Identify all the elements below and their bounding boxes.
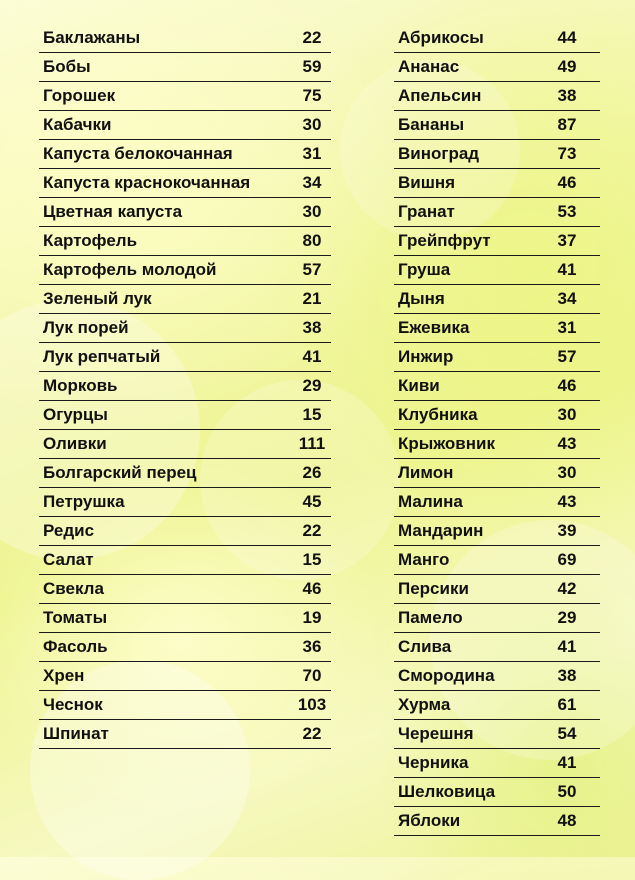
fruits-table bbox=[394, 24, 600, 836]
table-row bbox=[394, 82, 600, 111]
item-name: Яблоки bbox=[398, 811, 461, 830]
item-name: Петрушка bbox=[43, 492, 125, 511]
item-name: Слива bbox=[398, 637, 452, 656]
table-row bbox=[39, 198, 331, 227]
table-row bbox=[394, 24, 600, 53]
item-value: 22 bbox=[302, 521, 322, 540]
table-row bbox=[39, 111, 331, 140]
item-name: Чеснок bbox=[43, 695, 103, 714]
item-value: 38 bbox=[302, 318, 322, 337]
item-value: 103 bbox=[297, 695, 327, 714]
item-value: 22 bbox=[302, 724, 322, 743]
item-value: 22 bbox=[302, 28, 322, 47]
item-value: 30 bbox=[557, 463, 577, 482]
item-name: Черника bbox=[398, 753, 469, 772]
item-name: Огурцы bbox=[43, 405, 108, 424]
item-name: Морковь bbox=[43, 376, 118, 395]
item-name: Клубника bbox=[398, 405, 478, 424]
item-value: 19 bbox=[302, 608, 322, 627]
item-value: 80 bbox=[302, 231, 322, 250]
item-name: Инжир bbox=[398, 347, 454, 366]
table-row bbox=[394, 53, 600, 82]
table-row bbox=[394, 459, 600, 488]
item-value: 39 bbox=[557, 521, 577, 540]
table-row bbox=[39, 459, 331, 488]
table-row bbox=[394, 807, 600, 836]
item-value: 87 bbox=[557, 115, 577, 134]
item-name: Апельсин bbox=[398, 86, 482, 105]
item-name: Салат bbox=[43, 550, 94, 569]
table-row bbox=[39, 633, 331, 662]
item-value: 31 bbox=[557, 318, 577, 337]
item-name: Болгарский перец bbox=[43, 463, 197, 482]
table-row bbox=[394, 662, 600, 691]
item-value: 70 bbox=[302, 666, 322, 685]
item-name: Манго bbox=[398, 550, 450, 569]
item-value: 34 bbox=[302, 173, 322, 192]
item-value: 41 bbox=[302, 347, 322, 366]
table-row bbox=[39, 401, 331, 430]
item-name: Баклажаны bbox=[43, 28, 141, 47]
table-row bbox=[394, 314, 600, 343]
item-name: Бананы bbox=[398, 115, 465, 134]
item-value: 30 bbox=[302, 115, 322, 134]
item-name: Ежевика bbox=[398, 318, 470, 337]
item-name: Капуста белокочанная bbox=[43, 144, 233, 163]
table-row bbox=[39, 343, 331, 372]
item-value: 61 bbox=[557, 695, 577, 714]
table-row bbox=[39, 227, 331, 256]
table-row bbox=[394, 749, 600, 778]
item-name: Редис bbox=[43, 521, 95, 540]
item-value: 41 bbox=[557, 637, 577, 656]
table-row bbox=[39, 691, 331, 720]
item-name: Картофель молодой bbox=[43, 260, 217, 279]
item-name: Томаты bbox=[43, 608, 108, 627]
item-value: 46 bbox=[557, 376, 577, 395]
item-value: 49 bbox=[557, 57, 577, 76]
table-row bbox=[39, 256, 331, 285]
table-row bbox=[39, 285, 331, 314]
item-value: 26 bbox=[302, 463, 322, 482]
item-value: 42 bbox=[557, 579, 577, 598]
item-name: Оливки bbox=[43, 434, 107, 453]
table-row bbox=[394, 488, 600, 517]
item-value: 31 bbox=[302, 144, 322, 163]
table-row bbox=[394, 343, 600, 372]
item-value: 54 bbox=[557, 724, 577, 743]
item-value: 30 bbox=[302, 202, 322, 221]
item-value: 15 bbox=[302, 405, 322, 424]
table-row bbox=[394, 256, 600, 285]
item-name: Персики bbox=[398, 579, 469, 598]
item-name: Картофель bbox=[43, 231, 138, 250]
table-row bbox=[39, 662, 331, 691]
table-row bbox=[39, 372, 331, 401]
item-name: Черешня bbox=[398, 724, 474, 743]
item-name: Капуста краснокочанная bbox=[43, 173, 251, 192]
table-row bbox=[39, 140, 331, 169]
item-name: Памело bbox=[398, 608, 463, 627]
item-value: 57 bbox=[557, 347, 577, 366]
item-name: Вишня bbox=[398, 173, 456, 192]
table-row bbox=[39, 517, 331, 546]
item-value: 41 bbox=[557, 260, 577, 279]
item-value: 53 bbox=[557, 202, 577, 221]
item-name: Лук репчатый bbox=[43, 347, 161, 366]
item-name: Крыжовник bbox=[398, 434, 495, 453]
item-name: Лимон bbox=[398, 463, 454, 482]
item-name: Шпинат bbox=[43, 724, 109, 743]
table-row bbox=[394, 227, 600, 256]
item-value: 48 bbox=[557, 811, 577, 830]
item-value: 46 bbox=[302, 579, 322, 598]
table-row bbox=[39, 575, 331, 604]
item-name: Хрен bbox=[43, 666, 85, 685]
item-value: 43 bbox=[557, 492, 577, 511]
item-name: Горошек bbox=[43, 86, 116, 105]
table-row bbox=[394, 604, 600, 633]
table-row bbox=[394, 778, 600, 807]
vegetables-table bbox=[39, 24, 331, 749]
table-row bbox=[39, 82, 331, 111]
table-row bbox=[394, 169, 600, 198]
item-value: 29 bbox=[557, 608, 577, 627]
table-row bbox=[394, 575, 600, 604]
item-name: Груша bbox=[398, 260, 451, 279]
table-row bbox=[394, 517, 600, 546]
table-row bbox=[394, 546, 600, 575]
item-value: 30 bbox=[557, 405, 577, 424]
table-row bbox=[39, 720, 331, 749]
item-value: 45 bbox=[302, 492, 322, 511]
item-value: 43 bbox=[557, 434, 577, 453]
table-row bbox=[39, 24, 331, 53]
item-value: 44 bbox=[557, 28, 577, 47]
item-name: Фасоль bbox=[43, 637, 108, 656]
item-value: 38 bbox=[557, 86, 577, 105]
item-name: Свекла bbox=[43, 579, 104, 598]
table-row bbox=[39, 430, 331, 459]
item-name: Грейпфрут bbox=[398, 231, 491, 250]
table-row bbox=[394, 720, 600, 749]
table-row bbox=[394, 285, 600, 314]
table-row bbox=[39, 314, 331, 343]
table-row bbox=[394, 691, 600, 720]
item-name: Малина bbox=[398, 492, 463, 511]
table-row bbox=[394, 198, 600, 227]
table-row bbox=[394, 401, 600, 430]
item-value: 50 bbox=[557, 782, 577, 801]
item-value: 34 bbox=[557, 289, 577, 308]
item-name: Бобы bbox=[43, 57, 91, 76]
item-name: Смородина bbox=[398, 666, 495, 685]
item-name: Абрикосы bbox=[398, 28, 484, 47]
item-name: Зеленый лук bbox=[43, 289, 152, 308]
table-row bbox=[394, 372, 600, 401]
table-row bbox=[39, 546, 331, 575]
table-row bbox=[39, 53, 331, 82]
item-name: Ананас bbox=[398, 57, 460, 76]
item-name: Шелковица bbox=[398, 782, 496, 801]
item-value: 38 bbox=[557, 666, 577, 685]
item-value: 29 bbox=[302, 376, 322, 395]
table-row bbox=[39, 488, 331, 517]
table-row bbox=[394, 430, 600, 459]
item-name: Дыня bbox=[398, 289, 445, 308]
item-value: 73 bbox=[557, 144, 577, 163]
item-name: Хурма bbox=[398, 695, 451, 714]
item-value: 41 bbox=[557, 753, 577, 772]
item-value: 21 bbox=[302, 289, 322, 308]
item-name: Киви bbox=[398, 376, 440, 395]
item-value: 37 bbox=[557, 231, 577, 250]
item-name: Гранат bbox=[398, 202, 455, 221]
table-row bbox=[394, 111, 600, 140]
table-row bbox=[39, 604, 331, 633]
item-value: 15 bbox=[302, 550, 322, 569]
item-value: 36 bbox=[302, 637, 322, 656]
item-value: 69 bbox=[557, 550, 577, 569]
item-name: Цветная капуста bbox=[43, 202, 183, 221]
table-row bbox=[394, 633, 600, 662]
item-value: 59 bbox=[302, 57, 322, 76]
item-name: Кабачки bbox=[43, 115, 112, 134]
item-value: 57 bbox=[302, 260, 322, 279]
item-name: Виноград bbox=[398, 144, 480, 163]
item-value: 111 bbox=[298, 434, 326, 453]
item-name: Лук порей bbox=[43, 318, 129, 337]
item-name: Мандарин bbox=[398, 521, 484, 540]
item-value: 75 bbox=[302, 86, 322, 105]
table-row bbox=[394, 140, 600, 169]
table-row bbox=[39, 169, 331, 198]
item-value: 46 bbox=[557, 173, 577, 192]
